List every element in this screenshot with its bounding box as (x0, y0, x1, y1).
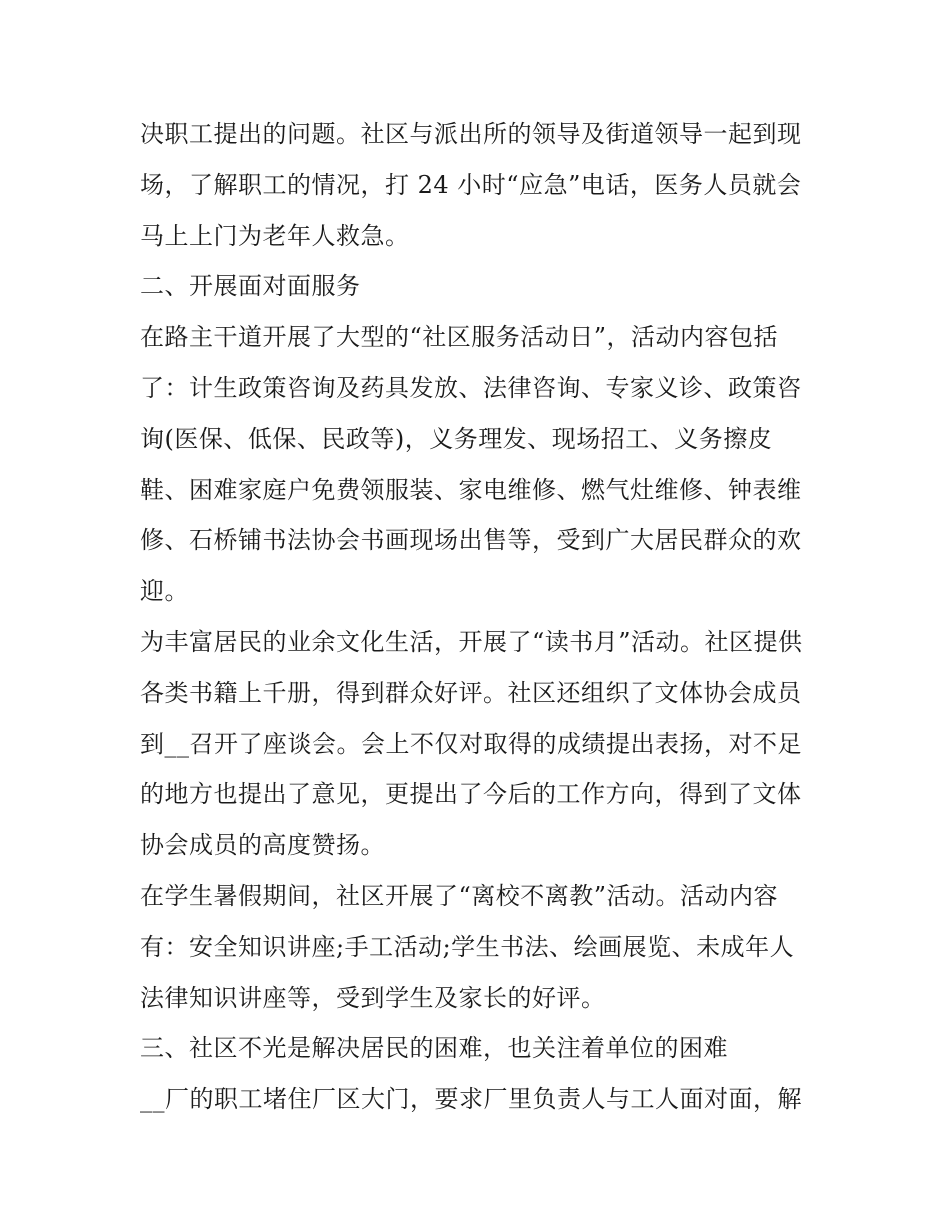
text-line-16: 在学生暑假期间，社区开展了“离校不离教”活动。活动内容 (140, 881, 779, 910)
text-line-10: 迎。 (140, 577, 189, 606)
text-line-7: 询(医保、低保、民政等)，义务理发、现场招工、义务擦皮 (140, 424, 773, 453)
text-line-12: 各类书籍上千册，得到群众好评。社区还组织了文体协会成员 (140, 678, 802, 707)
section-heading-2: 二、开展面对面服务 (140, 272, 361, 301)
text-line-3: 马上上门为老年人救急。 (140, 221, 410, 250)
text-line-1: 决职工提出的问题。社区与派出所的领导及街道领导一起到现 (140, 120, 802, 148)
text-line-18: 法律知识讲座等，受到学生及家长的好评。 (140, 983, 606, 1012)
text-line-8: 鞋、困难家庭户免费领服装、家电维修、燃气灶维修、钟表维 (140, 475, 802, 504)
section-heading-3: 三、社区不光是解决居民的困难，也关注着单位的困难 (140, 1034, 728, 1063)
text-line-20: __厂的职工堵住厂区大门，要求厂里负责人与工人面对面，解 (140, 1085, 802, 1114)
text-line-2: 场，了解职工的情况，打 24 小时“应急”电话，医务人员就会 (140, 170, 802, 199)
text-line-15: 协会成员的高度赞扬。 (140, 831, 385, 860)
text-line-6: 了：计生政策咨询及药具发放、法律咨询、专家义诊、政策咨 (140, 373, 802, 402)
document-body (140, 109, 830, 1125)
text-line-11: 为丰富居民的业余文化生活，开展了“读书月”活动。社区提供 (140, 627, 803, 656)
text-line-14: 的地方也提出了意见，更提出了今后的工作方向，得到了文体 (140, 780, 802, 809)
text-line-9: 修、石桥铺书法协会书画现场出售等，受到广大居民群众的欢 (140, 526, 802, 555)
text-line-13: 到__召开了座谈会。会上不仅对取得的成绩提出表扬，对不足 (140, 729, 802, 758)
text-line-17: 有：安全知识讲座;手工活动;学生书法、绘画展览、未成年人 (140, 932, 795, 961)
text-line-5: 在路主干道开展了大型的“社区服务活动日”，活动内容包括 (140, 323, 779, 352)
